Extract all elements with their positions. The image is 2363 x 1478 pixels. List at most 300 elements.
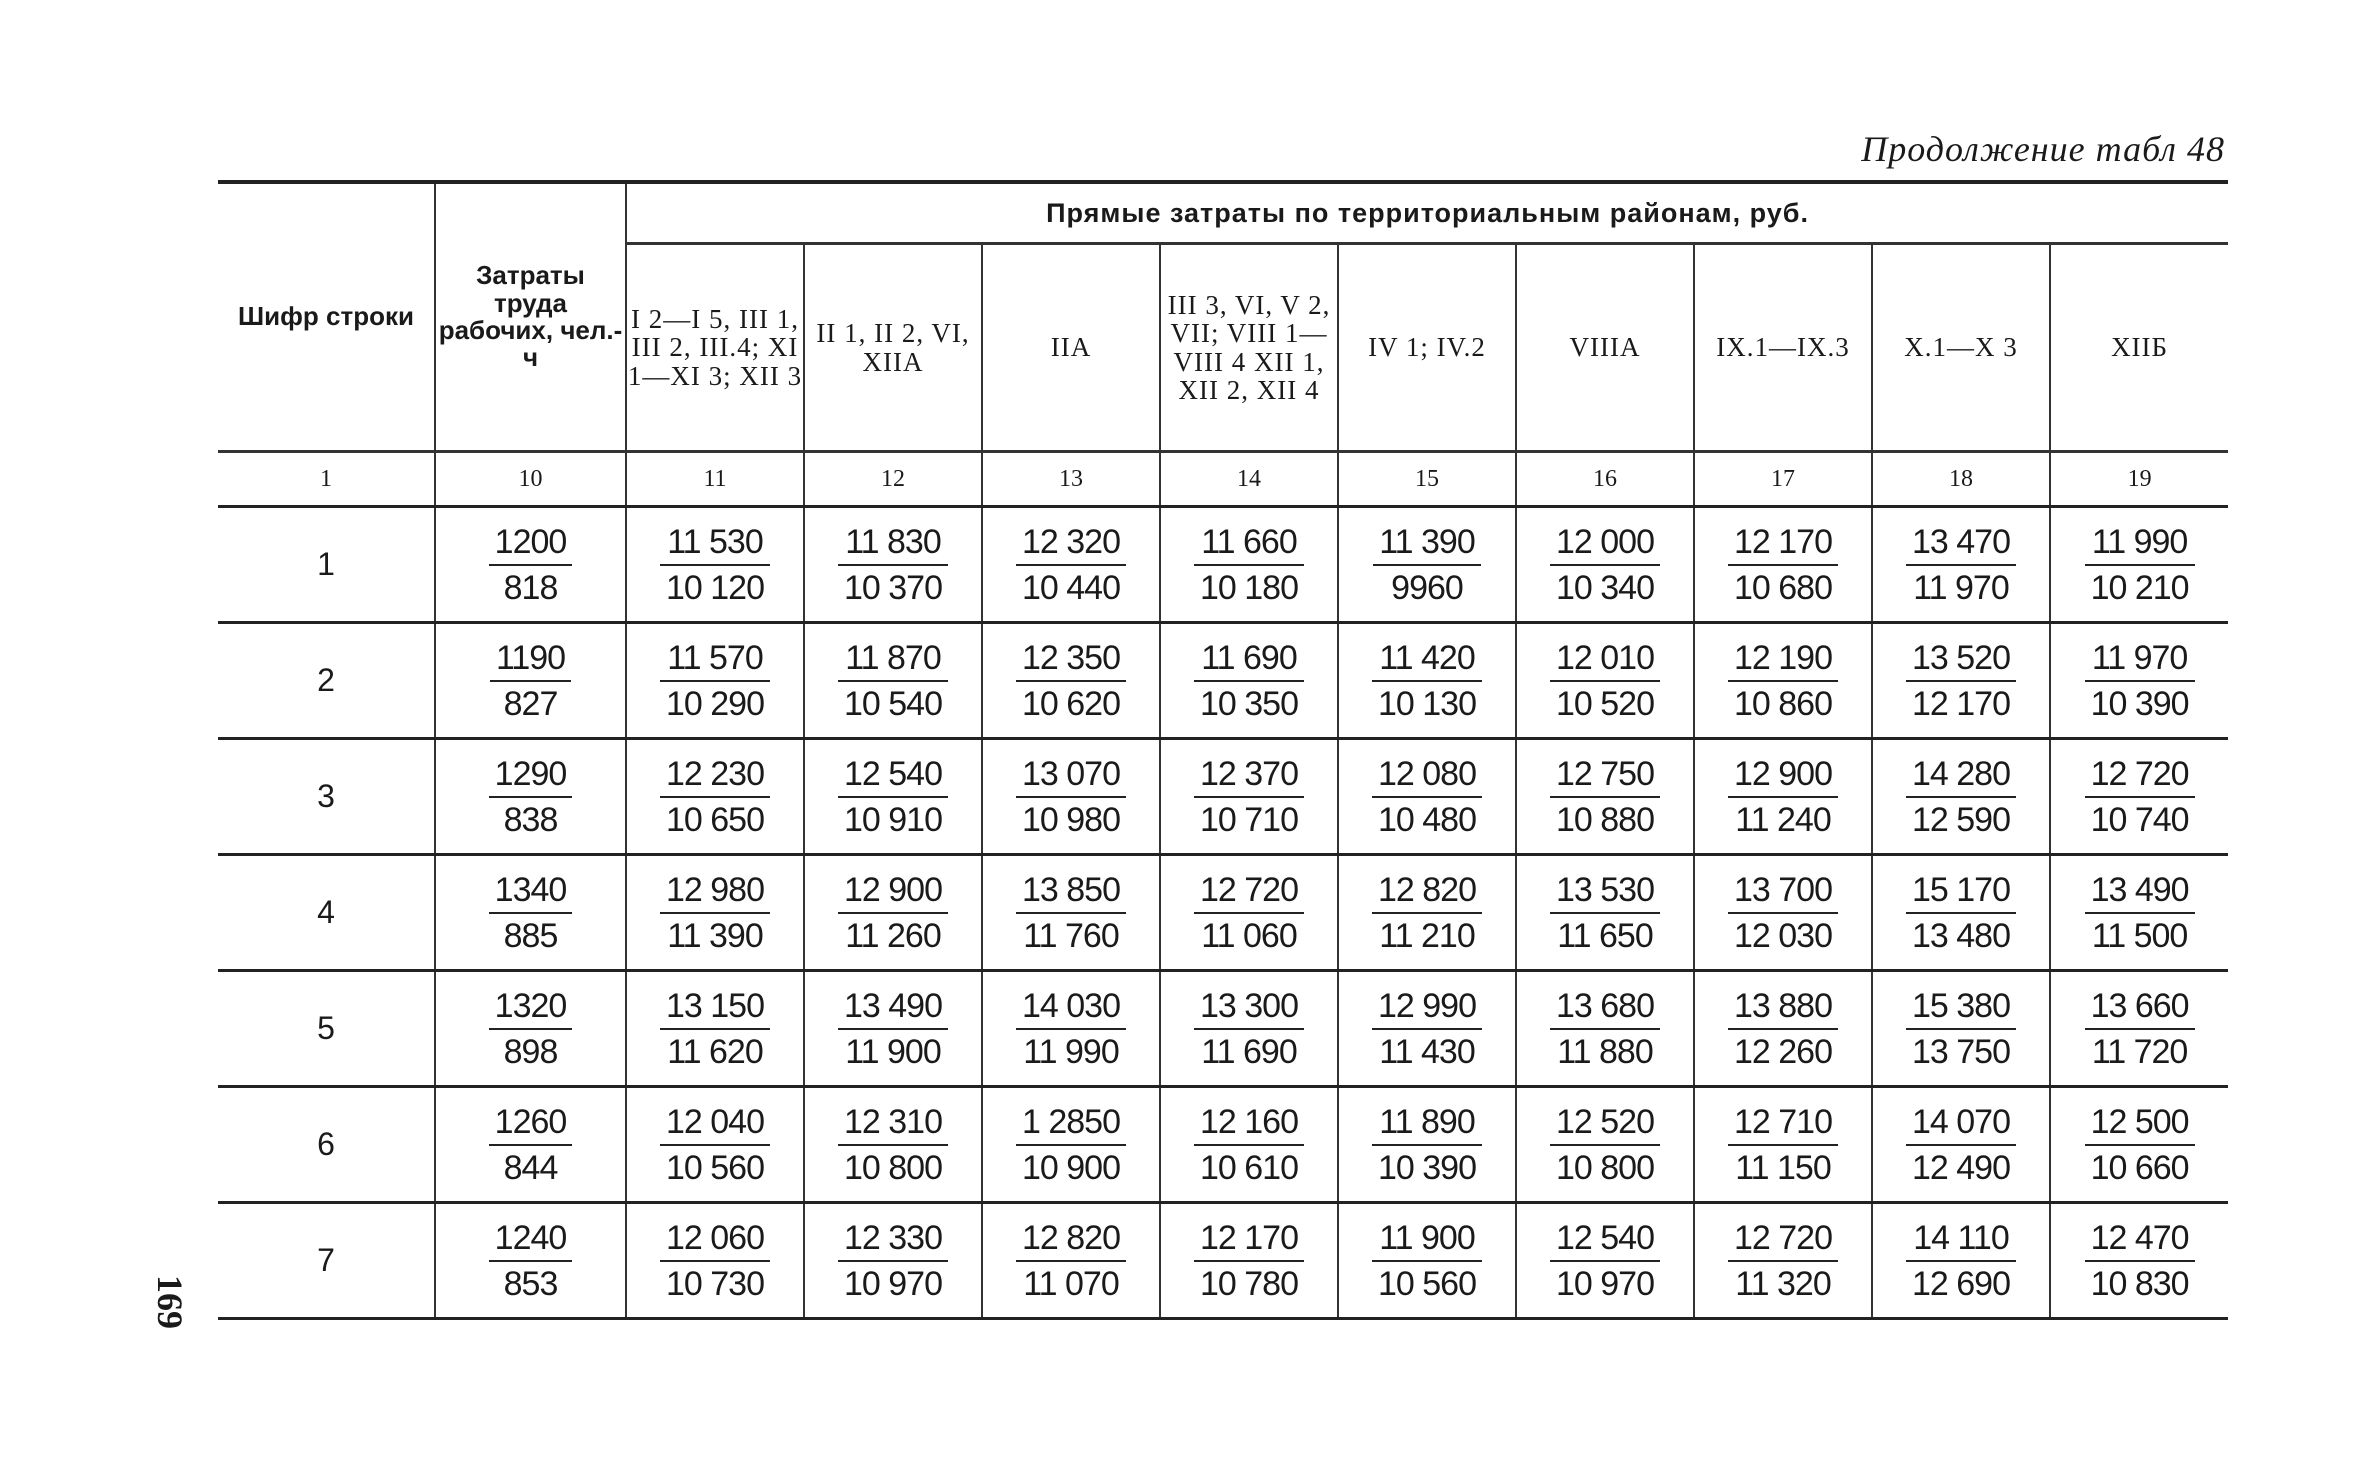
denominator-value: 10 680 bbox=[1734, 568, 1832, 607]
numerator-value: 12 330 bbox=[838, 1216, 948, 1262]
cost-cell bbox=[982, 1203, 1160, 1319]
value-fraction bbox=[489, 984, 573, 1074]
denominator-value: 898 bbox=[503, 1032, 558, 1071]
denominator-value: 12 170 bbox=[1912, 684, 2010, 723]
value-fraction bbox=[838, 636, 948, 726]
numerator-value: 13 490 bbox=[838, 984, 948, 1030]
numerator-value: 12 000 bbox=[1550, 520, 1660, 566]
cost-cell bbox=[2050, 1203, 2228, 1319]
cost-cell bbox=[982, 739, 1160, 855]
numerator-value: 12 750 bbox=[1550, 752, 1660, 798]
value-fraction bbox=[660, 984, 770, 1074]
numerator-value: 12 540 bbox=[838, 752, 948, 798]
numerator-value: 12 320 bbox=[1016, 520, 1126, 566]
value-fraction bbox=[1194, 752, 1304, 842]
labor-cell bbox=[435, 855, 626, 971]
value-fraction bbox=[1550, 752, 1660, 842]
numerator-value: 1260 bbox=[489, 1100, 573, 1146]
labor-header: Затраты труда рабочих, чел.-ч bbox=[435, 182, 626, 452]
value-fraction bbox=[838, 1216, 948, 1306]
numerator-value: 11 390 bbox=[1373, 520, 1480, 566]
denominator-value: 827 bbox=[503, 684, 558, 723]
value-fraction bbox=[1906, 984, 2016, 1074]
cost-cell bbox=[804, 739, 982, 855]
value-fraction bbox=[2085, 984, 2195, 1074]
denominator-value: 10 830 bbox=[2090, 1264, 2189, 1303]
column-number: 12 bbox=[804, 452, 982, 507]
numerator-value: 13 490 bbox=[2085, 868, 2195, 914]
cost-cell bbox=[1872, 855, 2050, 971]
numerator-value: 12 470 bbox=[2085, 1216, 2195, 1262]
denominator-value: 10 980 bbox=[1022, 800, 1120, 839]
cost-cell bbox=[626, 1203, 804, 1319]
cost-cell bbox=[982, 507, 1160, 623]
numerator-value: 12 040 bbox=[660, 1100, 770, 1146]
denominator-value: 10 560 bbox=[1378, 1264, 1476, 1303]
cost-cell bbox=[2050, 623, 2228, 739]
value-fraction bbox=[1194, 636, 1304, 726]
numerator-value: 12 900 bbox=[838, 868, 948, 914]
denominator-value: 11 260 bbox=[845, 916, 941, 955]
labor-cell bbox=[435, 507, 626, 623]
denominator-value: 10 520 bbox=[1556, 684, 1654, 723]
value-fraction bbox=[1906, 868, 2016, 958]
value-fraction bbox=[1728, 984, 1838, 1074]
denominator-value: 11 650 bbox=[1557, 916, 1653, 955]
cost-cell bbox=[1872, 1203, 2050, 1319]
value-fraction bbox=[660, 636, 770, 726]
cost-cell bbox=[1160, 855, 1338, 971]
value-fraction bbox=[660, 1216, 770, 1306]
denominator-value: 10 800 bbox=[1556, 1148, 1654, 1187]
cost-cell bbox=[982, 971, 1160, 1087]
value-fraction bbox=[1194, 520, 1304, 610]
denominator-value: 12 260 bbox=[1734, 1032, 1832, 1071]
table-row bbox=[218, 971, 2228, 1087]
row-code: 2 bbox=[218, 623, 435, 739]
cost-cell bbox=[1516, 855, 1694, 971]
cost-cell bbox=[804, 855, 982, 971]
value-fraction bbox=[2085, 520, 2195, 610]
denominator-value: 10 900 bbox=[1022, 1148, 1120, 1187]
denominator-value: 10 540 bbox=[844, 684, 942, 723]
cost-cell bbox=[1694, 1087, 1872, 1203]
region-header: III 3, VI, V 2, VII; VIII 1—VIII 4 XII 1, XII 2, XII 4 bbox=[1160, 244, 1338, 452]
value-fraction bbox=[2085, 752, 2195, 842]
numerator-value: 12 170 bbox=[1728, 520, 1838, 566]
denominator-value: 12 490 bbox=[1912, 1148, 2010, 1187]
table-row bbox=[218, 623, 2228, 739]
column-number: 13 bbox=[982, 452, 1160, 507]
numerator-value: 12 900 bbox=[1728, 752, 1838, 798]
cost-cell bbox=[1516, 971, 1694, 1087]
cost-cell bbox=[1516, 739, 1694, 855]
denominator-value: 838 bbox=[503, 800, 558, 839]
numerator-value: 12 710 bbox=[1728, 1100, 1838, 1146]
table-row bbox=[218, 1087, 2228, 1203]
direct-costs-header: Прямые затраты по территориальным районам, руб. bbox=[626, 182, 2228, 244]
numerator-value: 13 300 bbox=[1194, 984, 1304, 1030]
numerator-value: 11 420 bbox=[1372, 636, 1482, 682]
value-fraction bbox=[2085, 636, 2195, 726]
numerator-value: 12 720 bbox=[1194, 868, 1304, 914]
cost-cell bbox=[1872, 623, 2050, 739]
cost-cell bbox=[2050, 1087, 2228, 1203]
value-fraction bbox=[838, 1100, 948, 1190]
column-number: 10 bbox=[435, 452, 626, 507]
value-fraction bbox=[1728, 1100, 1838, 1190]
value-fraction bbox=[1373, 520, 1480, 610]
table-row bbox=[218, 1203, 2228, 1319]
numerator-value: 11 900 bbox=[1372, 1216, 1482, 1262]
denominator-value: 11 150 bbox=[1735, 1148, 1831, 1187]
denominator-value: 11 720 bbox=[2091, 1032, 2188, 1071]
cost-cell bbox=[1338, 739, 1516, 855]
cost-cell bbox=[1694, 623, 1872, 739]
denominator-value: 10 390 bbox=[1378, 1148, 1476, 1187]
value-fraction bbox=[2085, 1216, 2195, 1306]
labor-cell bbox=[435, 1087, 626, 1203]
cost-cell bbox=[1872, 1087, 2050, 1203]
numerator-value: 12 990 bbox=[1372, 984, 1482, 1030]
cost-cell bbox=[1160, 971, 1338, 1087]
value-fraction bbox=[1906, 1100, 2016, 1190]
numerator-value: 13 070 bbox=[1016, 752, 1126, 798]
row-code: 6 bbox=[218, 1087, 435, 1203]
column-number: 19 bbox=[2050, 452, 2228, 507]
value-fraction bbox=[838, 984, 948, 1074]
denominator-value: 10 970 bbox=[844, 1264, 942, 1303]
cost-cell bbox=[2050, 507, 2228, 623]
numerator-value: 12 230 bbox=[660, 752, 770, 798]
column-number: 1 bbox=[218, 452, 435, 507]
denominator-value: 10 800 bbox=[844, 1148, 942, 1187]
column-number: 15 bbox=[1338, 452, 1516, 507]
cost-cell bbox=[1338, 1087, 1516, 1203]
value-fraction bbox=[1016, 752, 1126, 842]
cost-cell bbox=[2050, 855, 2228, 971]
numerator-value: 12 170 bbox=[1194, 1216, 1304, 1262]
denominator-value: 10 390 bbox=[2090, 684, 2189, 723]
denominator-value: 11 970 bbox=[1913, 568, 2009, 607]
denominator-value: 10 340 bbox=[1556, 568, 1654, 607]
numerator-value: 1190 bbox=[490, 636, 571, 682]
denominator-value: 11 210 bbox=[1379, 916, 1475, 955]
denominator-value: 10 480 bbox=[1378, 800, 1476, 839]
value-fraction bbox=[1016, 520, 1126, 610]
value-fraction bbox=[1016, 868, 1126, 958]
value-fraction bbox=[1016, 1100, 1126, 1190]
cost-cell bbox=[1872, 739, 2050, 855]
value-fraction bbox=[1550, 636, 1660, 726]
denominator-value: 11 430 bbox=[1379, 1032, 1475, 1071]
cost-cell bbox=[1694, 1203, 1872, 1319]
cost-cell bbox=[982, 623, 1160, 739]
region-header: I 2—I 5, III 1, III 2, III.4; XI 1—XI 3; XII 3 bbox=[626, 244, 804, 452]
denominator-value: 10 180 bbox=[1200, 568, 1298, 607]
value-fraction bbox=[1194, 984, 1304, 1074]
cost-cell bbox=[1338, 623, 1516, 739]
numerator-value: 13 530 bbox=[1550, 868, 1660, 914]
column-number: 16 bbox=[1516, 452, 1694, 507]
denominator-value: 10 650 bbox=[666, 800, 764, 839]
numerator-value: 12 190 bbox=[1728, 636, 1838, 682]
numerator-value: 12 350 bbox=[1016, 636, 1126, 682]
value-fraction bbox=[489, 752, 573, 842]
value-fraction bbox=[489, 1100, 573, 1190]
value-fraction bbox=[489, 868, 573, 958]
column-number: 11 bbox=[626, 452, 804, 507]
page-number: 169 bbox=[150, 1275, 190, 1329]
table-row bbox=[218, 507, 2228, 623]
denominator-value: 12 590 bbox=[1912, 800, 2010, 839]
table-row bbox=[218, 739, 2228, 855]
cost-cell bbox=[804, 1087, 982, 1203]
region-header: IX.1—IX.3 bbox=[1694, 244, 1872, 452]
denominator-value: 13 480 bbox=[1912, 916, 2010, 955]
denominator-value: 11 500 bbox=[2091, 916, 2188, 955]
denominator-value: 10 780 bbox=[1200, 1264, 1298, 1303]
numerator-value: 12 160 bbox=[1194, 1100, 1304, 1146]
denominator-value: 11 390 bbox=[667, 916, 763, 955]
denominator-value: 10 610 bbox=[1200, 1148, 1298, 1187]
denominator-value: 10 660 bbox=[2090, 1148, 2189, 1187]
cost-cell bbox=[1694, 507, 1872, 623]
denominator-value: 844 bbox=[503, 1148, 558, 1187]
numerator-value: 11 970 bbox=[2085, 636, 2195, 682]
cost-cell bbox=[1160, 1203, 1338, 1319]
value-fraction bbox=[1372, 1216, 1482, 1306]
numerator-value: 15 380 bbox=[1906, 984, 2016, 1030]
table-caption: Продолжение табл 48 bbox=[1861, 129, 2225, 169]
value-fraction bbox=[1372, 868, 1482, 958]
denominator-value: 11 070 bbox=[1023, 1264, 1119, 1303]
cost-cell bbox=[1338, 855, 1516, 971]
numerator-value: 1240 bbox=[489, 1216, 573, 1262]
denominator-value: 11 240 bbox=[1735, 800, 1831, 839]
cost-cell bbox=[1516, 1087, 1694, 1203]
value-fraction bbox=[1550, 1216, 1660, 1306]
denominator-value: 885 bbox=[503, 916, 558, 955]
cost-cell bbox=[2050, 739, 2228, 855]
cost-cell bbox=[1160, 507, 1338, 623]
value-fraction bbox=[660, 868, 770, 958]
numerator-value: 13 470 bbox=[1906, 520, 2016, 566]
numerator-value: 13 880 bbox=[1728, 984, 1838, 1030]
value-fraction bbox=[2085, 1100, 2195, 1190]
numerator-value: 1290 bbox=[489, 752, 573, 798]
value-fraction bbox=[1016, 984, 1126, 1074]
value-fraction bbox=[1372, 1100, 1482, 1190]
cost-cell bbox=[1160, 623, 1338, 739]
numerator-value: 12 370 bbox=[1194, 752, 1304, 798]
cost-cell bbox=[1516, 623, 1694, 739]
cost-cell bbox=[982, 1087, 1160, 1203]
cost-cell bbox=[1516, 507, 1694, 623]
numerator-value: 14 030 bbox=[1016, 984, 1126, 1030]
numerator-value: 12 540 bbox=[1550, 1216, 1660, 1262]
cost-cell bbox=[626, 1087, 804, 1203]
region-header: VIIIA bbox=[1516, 244, 1694, 452]
numerator-value: 12 010 bbox=[1550, 636, 1660, 682]
cost-cell bbox=[1694, 739, 1872, 855]
region-header: XIIБ bbox=[2050, 244, 2228, 452]
value-fraction bbox=[1728, 1216, 1838, 1306]
denominator-value: 10 880 bbox=[1556, 800, 1654, 839]
row-code: 1 bbox=[218, 507, 435, 623]
cost-cell bbox=[626, 623, 804, 739]
cost-cell bbox=[626, 855, 804, 971]
value-fraction bbox=[1016, 1216, 1126, 1306]
denominator-value: 11 690 bbox=[1201, 1032, 1297, 1071]
numerator-value: 13 850 bbox=[1016, 868, 1126, 914]
value-fraction bbox=[1194, 868, 1304, 958]
denominator-value: 11 900 bbox=[845, 1032, 941, 1071]
value-fraction bbox=[1016, 636, 1126, 726]
value-fraction bbox=[490, 636, 571, 726]
numerator-value: 11 660 bbox=[1194, 520, 1304, 566]
denominator-value: 10 370 bbox=[844, 568, 942, 607]
denominator-value: 11 620 bbox=[667, 1032, 763, 1071]
value-fraction bbox=[1550, 1100, 1660, 1190]
cost-cell bbox=[626, 739, 804, 855]
numerator-value: 14 280 bbox=[1906, 752, 2016, 798]
numerator-value: 13 660 bbox=[2085, 984, 2195, 1030]
cost-cell bbox=[804, 507, 982, 623]
numerator-value: 15 170 bbox=[1906, 868, 2016, 914]
value-fraction bbox=[1906, 636, 2016, 726]
denominator-value: 10 910 bbox=[844, 800, 942, 839]
numerator-value: 1 2850 bbox=[1016, 1100, 1126, 1146]
cost-cell bbox=[2050, 971, 2228, 1087]
numerator-value: 11 830 bbox=[838, 520, 948, 566]
value-fraction bbox=[838, 520, 948, 610]
denominator-value: 10 860 bbox=[1734, 684, 1832, 723]
cost-cell bbox=[626, 971, 804, 1087]
cost-cell bbox=[982, 855, 1160, 971]
denominator-value: 10 120 bbox=[666, 568, 764, 607]
cost-cell bbox=[1516, 1203, 1694, 1319]
numerator-value: 11 870 bbox=[838, 636, 948, 682]
value-fraction bbox=[1372, 752, 1482, 842]
numerator-value: 14 070 bbox=[1906, 1100, 2016, 1146]
value-fraction bbox=[1550, 520, 1660, 610]
numerator-value: 11 690 bbox=[1194, 636, 1304, 682]
denominator-value: 9960 bbox=[1391, 568, 1463, 607]
denominator-value: 818 bbox=[503, 568, 558, 607]
numerator-value: 1200 bbox=[489, 520, 573, 566]
value-fraction bbox=[1906, 752, 2016, 842]
denominator-value: 11 760 bbox=[1023, 916, 1119, 955]
denominator-value: 11 060 bbox=[1201, 916, 1297, 955]
cost-cell bbox=[1694, 855, 1872, 971]
numerator-value: 1320 bbox=[489, 984, 573, 1030]
numerator-value: 12 500 bbox=[2085, 1100, 2195, 1146]
region-header: IV 1; IV.2 bbox=[1338, 244, 1516, 452]
numerator-value: 12 310 bbox=[838, 1100, 948, 1146]
numerator-value: 12 820 bbox=[1016, 1216, 1126, 1262]
value-fraction bbox=[1194, 1100, 1304, 1190]
numerator-value: 14 110 bbox=[1906, 1216, 2016, 1262]
value-fraction bbox=[660, 520, 770, 610]
column-number: 18 bbox=[1872, 452, 2050, 507]
numerator-value: 12 720 bbox=[2085, 752, 2195, 798]
numerator-value: 13 700 bbox=[1728, 868, 1838, 914]
denominator-value: 10 740 bbox=[2090, 800, 2189, 839]
row-code: 5 bbox=[218, 971, 435, 1087]
cost-cell bbox=[1338, 971, 1516, 1087]
denominator-value: 10 970 bbox=[1556, 1264, 1654, 1303]
denominator-value: 853 bbox=[503, 1264, 558, 1303]
row-code: 3 bbox=[218, 739, 435, 855]
labor-cell bbox=[435, 971, 626, 1087]
cost-cell bbox=[804, 1203, 982, 1319]
column-number: 14 bbox=[1160, 452, 1338, 507]
cost-cell bbox=[804, 623, 982, 739]
numerator-value: 11 890 bbox=[1372, 1100, 1482, 1146]
numerator-value: 12 060 bbox=[660, 1216, 770, 1262]
denominator-value: 10 210 bbox=[2090, 568, 2189, 607]
denominator-value: 10 290 bbox=[666, 684, 764, 723]
numerator-value: 13 520 bbox=[1906, 636, 2016, 682]
value-fraction bbox=[838, 752, 948, 842]
value-fraction bbox=[1728, 868, 1838, 958]
value-fraction bbox=[1728, 520, 1838, 610]
region-header: IIA bbox=[982, 244, 1160, 452]
value-fraction bbox=[1550, 984, 1660, 1074]
numerator-value: 11 570 bbox=[660, 636, 770, 682]
value-fraction bbox=[1372, 636, 1482, 726]
row-code: 4 bbox=[218, 855, 435, 971]
numerator-value: 12 720 bbox=[1728, 1216, 1838, 1262]
value-fraction bbox=[1372, 984, 1482, 1074]
labor-cell bbox=[435, 623, 626, 739]
value-fraction bbox=[838, 868, 948, 958]
table-row bbox=[218, 855, 2228, 971]
cost-cell bbox=[804, 971, 982, 1087]
denominator-value: 11 320 bbox=[1735, 1264, 1831, 1303]
denominator-value: 11 880 bbox=[1557, 1032, 1653, 1071]
denominator-value: 10 620 bbox=[1022, 684, 1120, 723]
cost-cell bbox=[1338, 507, 1516, 623]
cost-cell bbox=[626, 507, 804, 623]
cost-cell bbox=[1872, 971, 2050, 1087]
numerator-value: 12 080 bbox=[1372, 752, 1482, 798]
value-fraction bbox=[1728, 636, 1838, 726]
value-fraction bbox=[660, 752, 770, 842]
denominator-value: 10 710 bbox=[1200, 800, 1298, 839]
cost-table bbox=[218, 180, 2228, 1320]
code-header: Шифр строки bbox=[218, 182, 435, 452]
value-fraction bbox=[1906, 1216, 2016, 1306]
numerator-value: 12 520 bbox=[1550, 1100, 1660, 1146]
region-header: II 1, II 2, VI, XIIA bbox=[804, 244, 982, 452]
labor-cell bbox=[435, 1203, 626, 1319]
denominator-value: 12 690 bbox=[1912, 1264, 2010, 1303]
cost-cell bbox=[1872, 507, 2050, 623]
denominator-value: 11 990 bbox=[1023, 1032, 1119, 1071]
numerator-value: 13 680 bbox=[1550, 984, 1660, 1030]
region-header: X.1—X 3 bbox=[1872, 244, 2050, 452]
denominator-value: 10 350 bbox=[1200, 684, 1298, 723]
denominator-value: 10 440 bbox=[1022, 568, 1120, 607]
numerator-value: 13 150 bbox=[660, 984, 770, 1030]
denominator-value: 10 130 bbox=[1378, 684, 1476, 723]
value-fraction bbox=[660, 1100, 770, 1190]
value-fraction bbox=[1550, 868, 1660, 958]
denominator-value: 10 730 bbox=[666, 1264, 764, 1303]
denominator-value: 13 750 bbox=[1912, 1032, 2010, 1071]
